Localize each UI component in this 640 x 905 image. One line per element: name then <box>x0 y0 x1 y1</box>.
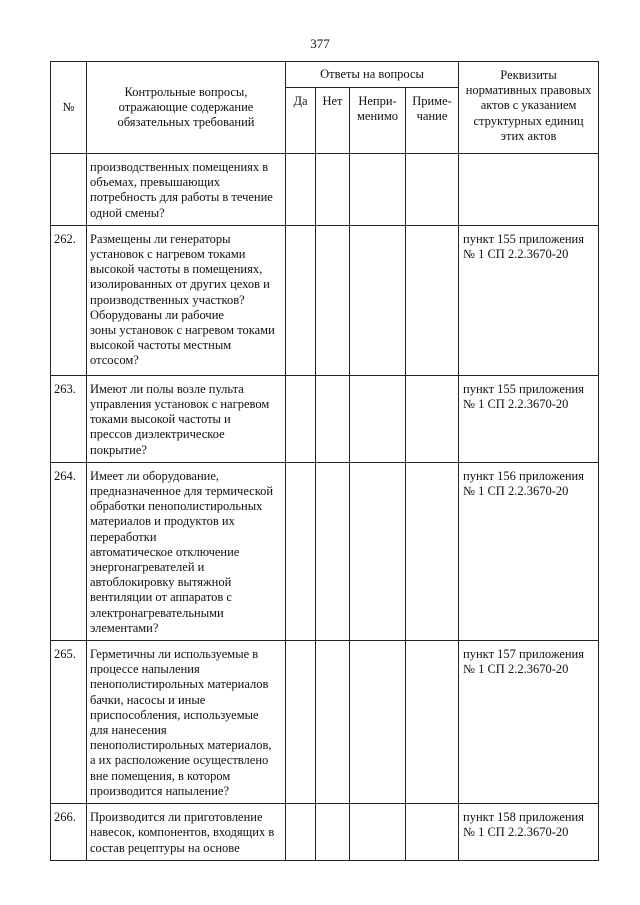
checklist-table <box>50 61 599 861</box>
answer-not-applicable-cell[interactable] <box>350 641 406 804</box>
answer-note-cell[interactable] <box>406 641 459 804</box>
answer-yes-cell[interactable] <box>286 154 316 226</box>
header-references-line: Реквизиты <box>500 68 557 82</box>
question-line: Имеют ли полы возле пульта <box>90 381 244 396</box>
question-line: вне помещения, в котором <box>90 768 231 783</box>
table-row <box>51 375 599 462</box>
header-note-line: Приме- <box>412 94 452 108</box>
header-not-applicable-line: Непри- <box>358 94 397 108</box>
answer-no-cell[interactable] <box>316 375 350 462</box>
row-number: 262. <box>51 225 87 375</box>
answer-yes-cell[interactable] <box>286 375 316 462</box>
reference-line: пункт 155 приложения <box>463 231 585 246</box>
answer-not-applicable-cell[interactable] <box>350 375 406 462</box>
row-number: 265. <box>51 641 87 804</box>
header-questions <box>87 62 286 154</box>
table-row <box>51 462 599 640</box>
row-question <box>87 154 286 226</box>
header-references <box>459 62 599 154</box>
header-not-applicable <box>350 88 406 154</box>
answer-note-cell[interactable] <box>406 462 459 640</box>
row-reference <box>459 154 599 226</box>
question-line: навесок, компонентов, входящих в <box>90 825 275 840</box>
question-line: высокой частоты в помещениях, <box>90 262 263 277</box>
question-line: отсосом? <box>90 353 139 368</box>
question-line: пенополистирольных материалов <box>90 677 269 692</box>
question-line: одной смены? <box>90 205 165 220</box>
question-line: автоблокировку вытяжной <box>90 575 232 590</box>
answer-yes-cell[interactable] <box>286 641 316 804</box>
answer-note-cell[interactable] <box>406 804 459 861</box>
answer-not-applicable-cell[interactable] <box>350 804 406 861</box>
answer-not-applicable-cell[interactable] <box>350 225 406 375</box>
question-line: переработки <box>90 529 157 544</box>
header-answers: Ответы на вопросы <box>286 62 459 88</box>
row-question <box>87 225 286 375</box>
table-header <box>51 62 599 154</box>
answer-yes-cell[interactable] <box>286 225 316 375</box>
reference-line: пункт 157 приложения <box>463 647 585 662</box>
question-line: предназначенное для термической <box>90 484 274 499</box>
question-line: обработки пенополистирольных <box>90 499 263 514</box>
question-line: электронагревательными <box>90 605 224 620</box>
question-line: зоны установок с нагревом токами <box>90 323 275 338</box>
row-number: 263. <box>51 375 87 462</box>
answer-note-cell[interactable] <box>406 375 459 462</box>
header-references-line: этих актов <box>500 128 557 143</box>
reference-line: № 1 СП 2.2.3670-20 <box>463 397 569 412</box>
row-question <box>87 641 286 804</box>
row-question <box>87 375 286 462</box>
row-reference <box>459 375 599 462</box>
reference-line: пункт 155 приложения <box>463 381 585 396</box>
row-reference <box>459 641 599 804</box>
question-line: управления установок с нагревом <box>90 397 270 412</box>
question-line: для нанесения <box>90 723 167 738</box>
header-note-line: чание <box>416 109 448 124</box>
table-row <box>51 641 599 804</box>
question-line: вентиляции от аппаратов с <box>90 590 232 605</box>
reference-line: № 1 СП 2.2.3670-20 <box>463 484 569 499</box>
row-reference <box>459 225 599 375</box>
question-line: автоматическое отключение <box>90 544 240 559</box>
row-question <box>87 804 286 861</box>
question-line: производственных помещениях в <box>90 160 269 174</box>
reference-line: № 1 СП 2.2.3670-20 <box>463 662 569 677</box>
question-line: потребность для работы в течение <box>90 190 273 205</box>
reference-line: пункт 158 приложения <box>463 810 585 825</box>
header-no: Нет <box>316 88 350 154</box>
header-note <box>406 88 459 154</box>
header-questions-line: обязательных требований <box>117 115 255 130</box>
header-references-line: актов с указанием <box>480 98 577 113</box>
question-line: установок с нагревом токами <box>90 247 246 262</box>
question-line: высокой частоты местным <box>90 338 232 353</box>
question-line: Производится ли приготовление <box>90 810 263 825</box>
answer-not-applicable-cell[interactable] <box>350 462 406 640</box>
header-references-line: нормативных правовых <box>465 83 592 98</box>
question-line: процессе напыления <box>90 662 200 677</box>
page-number: 377 <box>310 36 330 51</box>
row-reference <box>459 804 599 861</box>
header-number: № <box>51 62 87 154</box>
header-references-line: структурных единиц <box>473 113 584 128</box>
answer-no-cell[interactable] <box>316 225 350 375</box>
row-number: 264. <box>51 462 87 640</box>
reference-line: пункт 156 приложения <box>463 468 585 483</box>
question-line: Оборудованы ли рабочие <box>90 307 224 322</box>
question-line: бачки, насосы и иные <box>90 692 206 707</box>
question-line: энергонагревателей и <box>90 560 205 575</box>
answer-no-cell[interactable] <box>316 804 350 861</box>
table-row <box>51 225 599 375</box>
answer-no-cell[interactable] <box>316 641 350 804</box>
row-reference <box>459 462 599 640</box>
question-line: пенополистирольных материалов, <box>90 738 272 753</box>
reference-line: № 1 СП 2.2.3670-20 <box>463 825 569 840</box>
answer-no-cell[interactable] <box>316 462 350 640</box>
question-line: производится напыление? <box>90 783 230 798</box>
question-line: Имеет ли оборудование, <box>90 468 220 483</box>
header-questions-line: Контрольные вопросы, <box>124 84 248 99</box>
question-line: изолированных от других цехов и <box>90 277 270 292</box>
answer-yes-cell[interactable] <box>286 804 316 861</box>
header-not-applicable-line: менимо <box>357 109 398 124</box>
row-number <box>51 154 87 226</box>
question-line: токами высокой частоты и <box>90 412 231 427</box>
answer-no-cell[interactable] <box>316 154 350 226</box>
row-number: 266. <box>51 804 87 861</box>
answer-not-applicable-cell[interactable] <box>350 154 406 226</box>
question-line: состав рецептуры на основе <box>90 840 240 855</box>
question-line: материалов и продуктов их <box>90 514 235 529</box>
reference-line: № 1 СП 2.2.3670-20 <box>463 247 569 262</box>
header-questions-line: отражающие содержание <box>118 99 254 114</box>
question-line: объемах, превышающих <box>90 175 221 190</box>
question-line: приспособления, используемые <box>90 707 259 722</box>
answer-note-cell[interactable] <box>406 154 459 226</box>
question-line: производственных участков? <box>90 292 245 307</box>
question-line: а их расположение осуществлено <box>90 753 269 768</box>
question-line: Размещены ли генераторы <box>90 231 231 246</box>
answer-note-cell[interactable] <box>406 225 459 375</box>
question-line: покрытие? <box>90 442 147 457</box>
answer-yes-cell[interactable] <box>286 462 316 640</box>
table-row <box>51 154 599 226</box>
header-yes: Да <box>286 88 316 154</box>
question-line: элементами? <box>90 620 159 635</box>
row-question <box>87 462 286 640</box>
table-row <box>51 804 599 861</box>
table-body <box>51 154 599 861</box>
question-line: прессов диэлектрическое <box>90 427 225 442</box>
question-line: Герметичны ли используемые в <box>90 647 259 662</box>
